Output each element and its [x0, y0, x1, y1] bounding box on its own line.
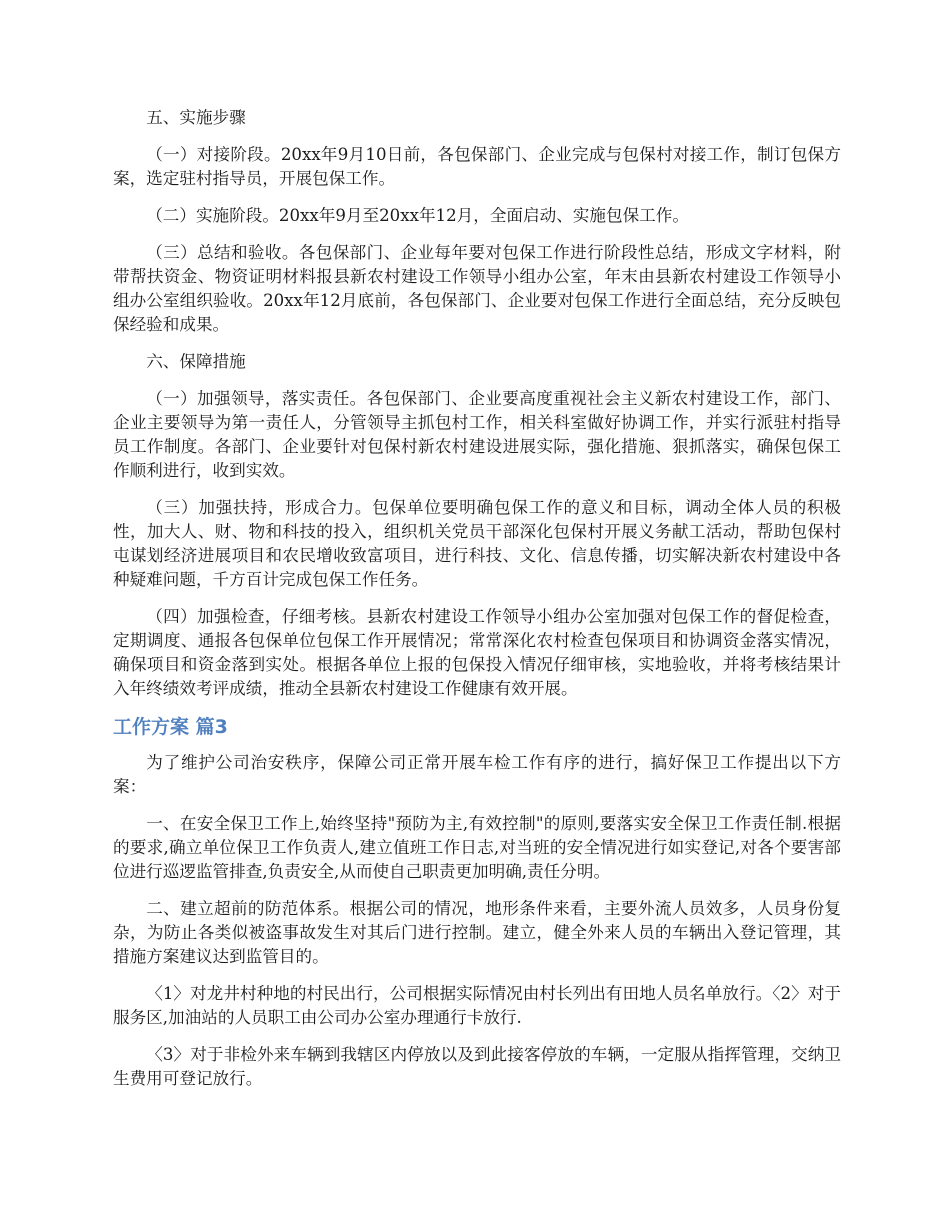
- part-3-title: 工作方案 篇3: [113, 716, 228, 738]
- section-6-item-3: （三）加强扶持，形成合力。包保单位要明确包保工作的意义和目标，调动全体人员的积极性，加大人、财、物和科技的投入，组织机关党员干部深化包保村开展义务献工活动，帮助包保村屯谋划经济进展项目和农民增收致富项目，进行科技、文化、信息传播，切实解决新农村建设中各种疑难问题，千方百计完成包保工作任务。: [113, 498, 841, 589]
- section-5-item-1: （一）对接阶段。20xx年9月10日前，各包保部门、企业完成与包保村对接工作，制订包保方案，选定驻村指导员，开展包保工作。: [113, 145, 841, 188]
- document-page: [113, 106, 841, 1104]
- section-5-item-3: （三）总结和验收。各包保部门、企业每年要对包保工作进行阶段性总结，形成文字材料，附带帮扶资金、物资证明材料报县新农村建设工作领导小组办公室，年末由县新农村建设工作领导小组办公室组织验收。20xx年12月底前，各包保部门、企业要对包保工作进行全面总结，充分反映包保经验和成果。: [113, 243, 841, 334]
- section-5-heading: 五、实施步骤: [146, 108, 246, 127]
- part-3-paragraph-3: 〈1〉对龙井村种地的村民出行，公司根据实际情况由村长列出有田地人员名单放行。〈2〉对于服务区,加油站的人员职工由公司办公室办理通行卡放行.: [113, 984, 841, 1027]
- section-6-item-1: （一）加强领导，落实责任。各包保部门、企业要高度重视社会主义新农村建设工作，部门、企业主要领导为第一责任人，分管领导主抓包村工作，相关科室做好协调工作，并实行派驻村指导员工作制度。各部门、企业要针对包保村新农村建设进展实际，强化措施、狠抓落实，确保包保工作顺利进行，收到实效。: [113, 389, 841, 480]
- section-6-item-4: （四）加强检查，仔细考核。县新农村建设工作领导小组办公室加强对包保工作的督促检查，定期调度、通报各包保单位包保工作开展情况；常常深化农村检查包保项目和协调资金落实情况，确保项目和资金落到实处。根据各单位上报的包保投入情况仔细审核，实地验收，并将考核结果计入年终绩效考评成绩，推动全县新农村建设工作健康有效开展。: [113, 607, 841, 698]
- part-3-intro: 为了维护公司治安秩序，保障公司正常开展车检工作有序的进行，搞好保卫工作提出以下方案：: [113, 753, 841, 796]
- part-3-paragraph-1: 一、在安全保卫工作上,始终坚持"预防为主,有效控制"的原则,要落实安全保卫工作责任制.根据的要求,确立单位保卫工作负责人,建立值班工作日志,对当班的安全情况进行如实登记,对各个要害部位进行巡逻监管排查,负责安全,从而使自己职责更加明确,责任分明。: [113, 814, 841, 881]
- section-5-item-2: （二）实施阶段。20xx年9月至20xx年12月，全面启动、实施包保工作。: [146, 206, 689, 225]
- part-3-paragraph-2: 二、建立超前的防范体系。根据公司的情况，地形条件来看，主要外流人员效多，人员身份复杂，为防止各类似被盗事故发生对其后门进行控制。建立，健全外来人员的车辆出入登记管理，其措施方案建议达到监管目的。: [113, 899, 841, 966]
- section-6-heading: 六、保障措施: [146, 352, 246, 371]
- part-3-paragraph-4: 〈3〉对于非检外来车辆到我辖区内停放以及到此接客停放的车辆，一定服从指挥管理，交纳卫生费用可登记放行。: [113, 1045, 841, 1088]
